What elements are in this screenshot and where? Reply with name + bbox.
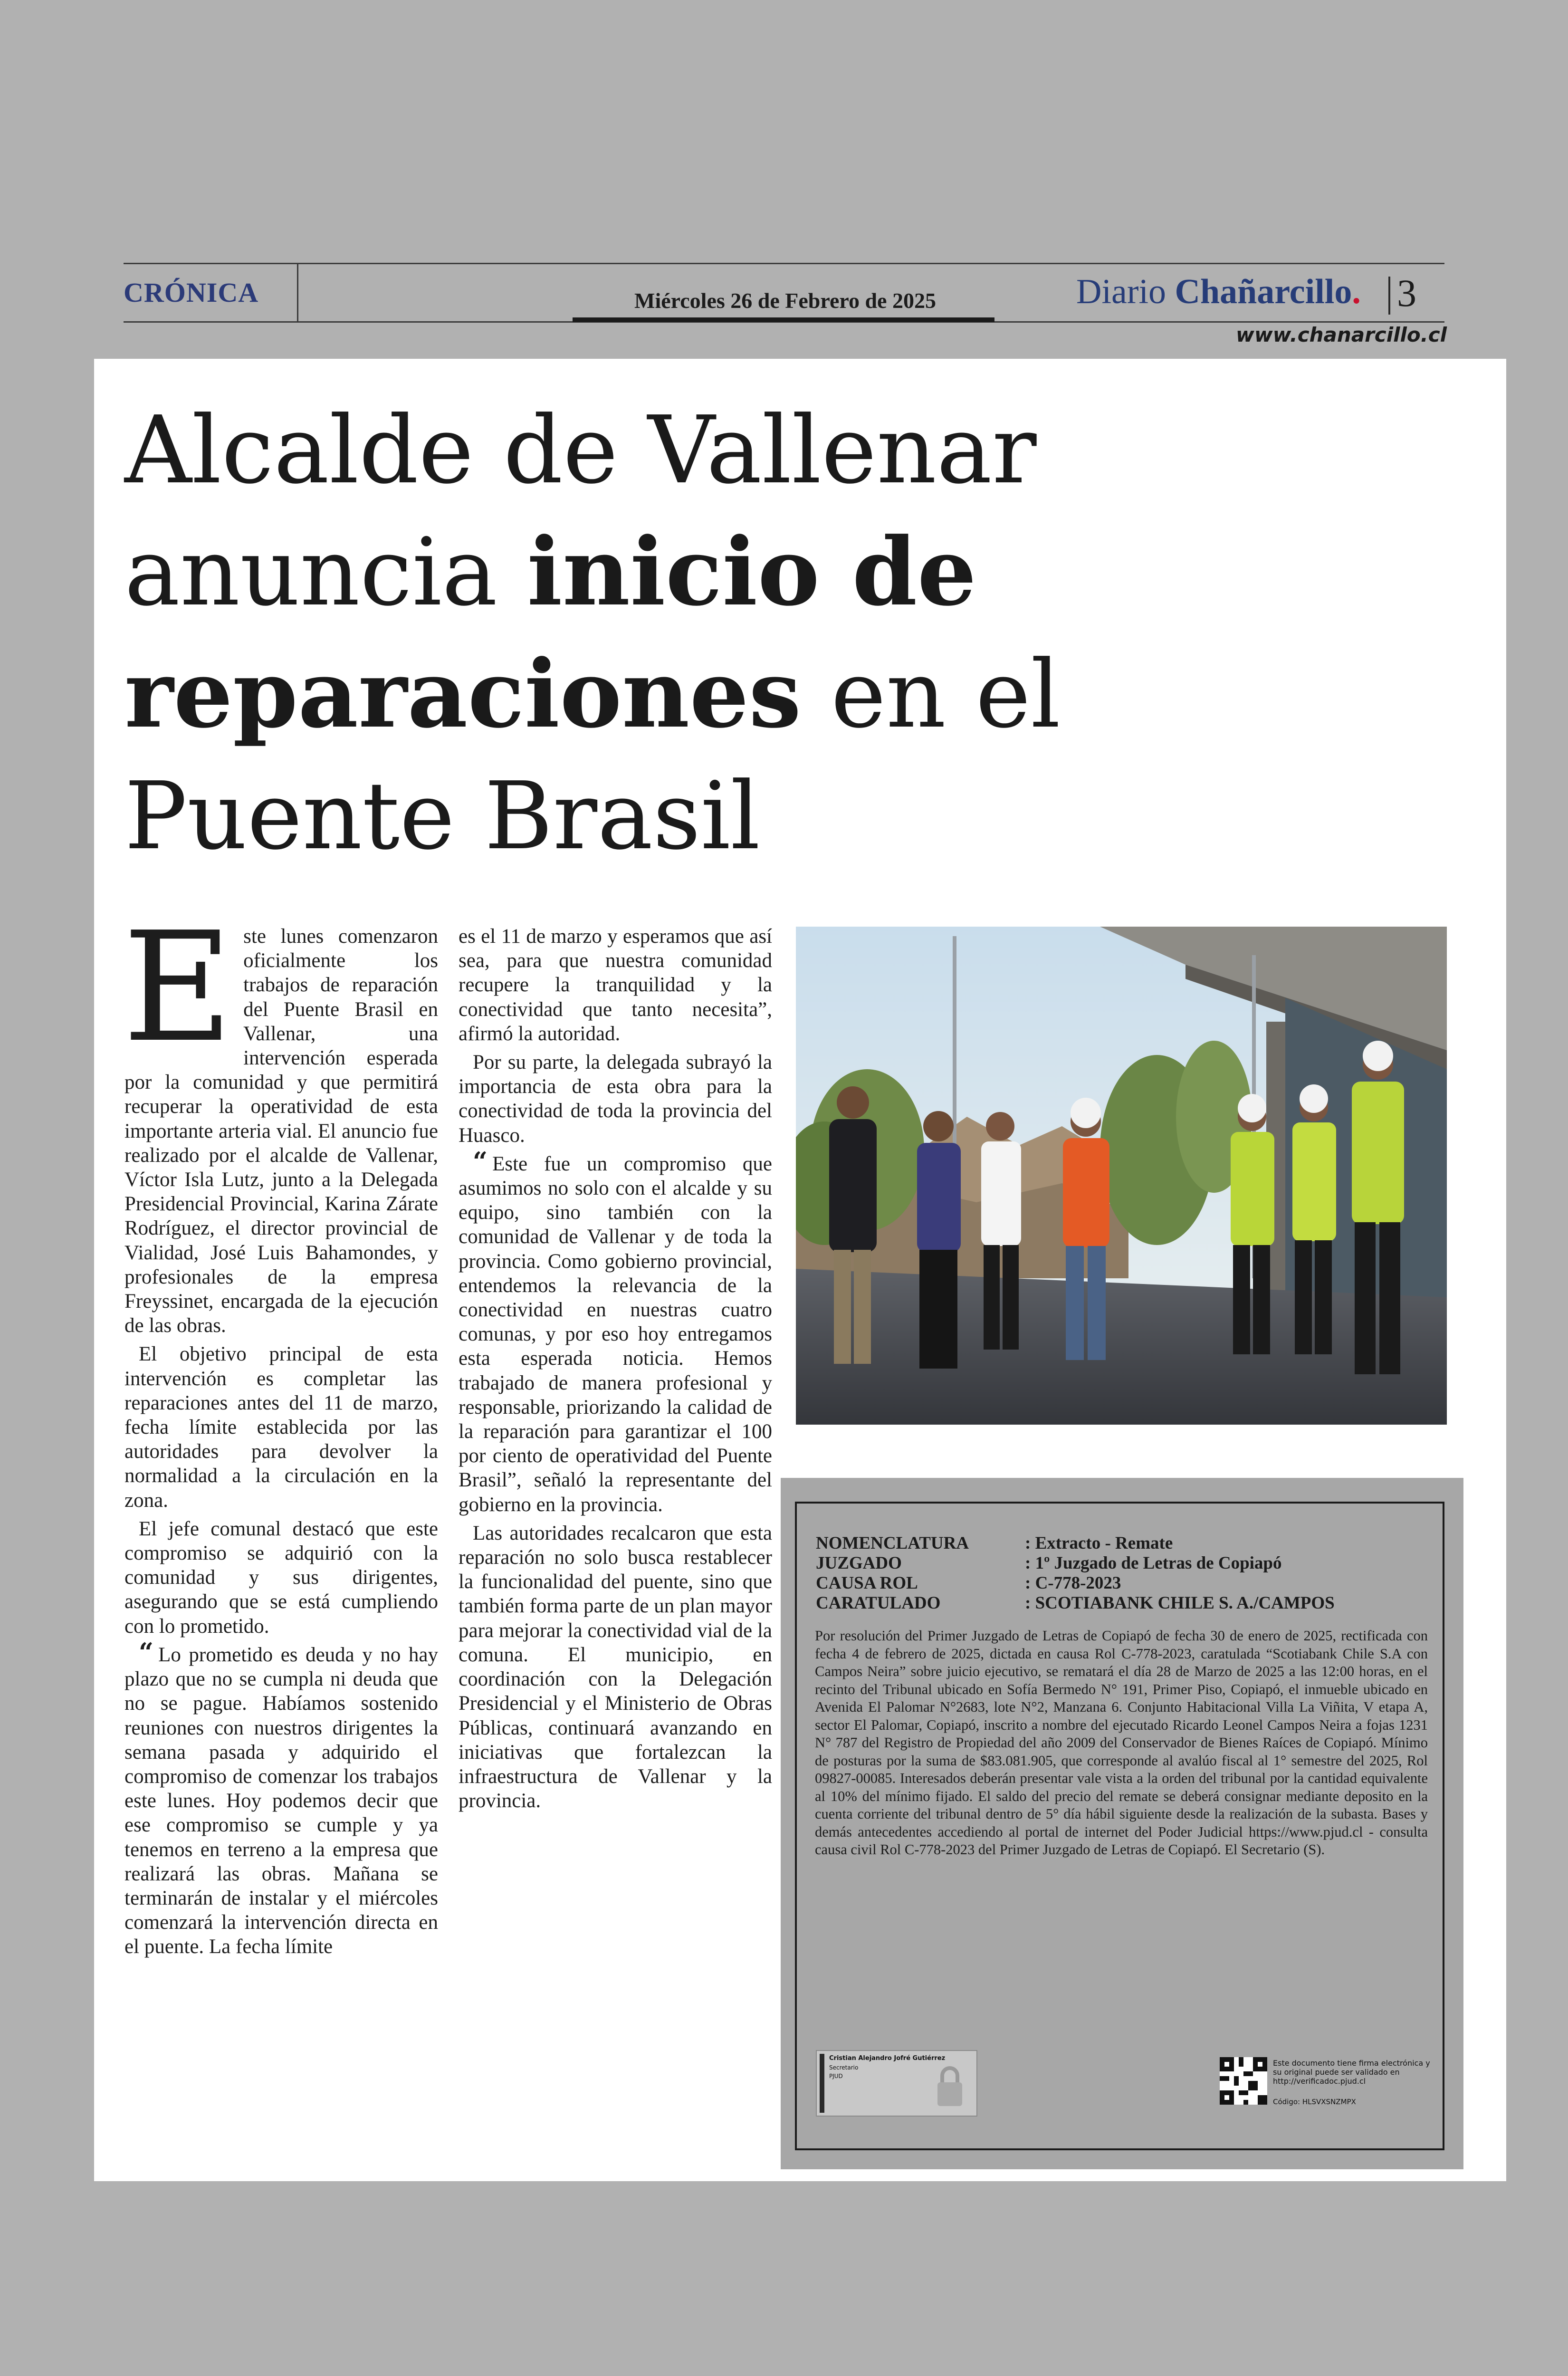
newspaper-brand: [1076, 272, 1361, 312]
brand-separator: [1388, 277, 1390, 315]
notice-value: : Extracto - Remate: [1025, 1533, 1173, 1553]
notice-row: [816, 1553, 1282, 1573]
section-label: CRÓNICA: [124, 277, 259, 308]
headline-line2a: anuncia: [124, 518, 527, 627]
paragraph: Las autoridades recalcaron que esta reparación no solo busca restablecer la funcionalidad del puente, sino que también forma parte de un plan mayor para mejorar la conectividad vial de la comuna. El municipio, en coordinación con la Delegación Presidencial y el Ministerio de Obras Públicas, continuará avanzando en iniciativas que fortalezcan la infraestructura de Vallenar y la provincia.: [459, 1522, 772, 1812]
page-number: 3: [1397, 271, 1416, 315]
qr-verification-code: Código: HLSVXSNZMPX: [1273, 2098, 1356, 2106]
notice-key: NOMENCLATURA: [816, 1533, 969, 1553]
quote-mark-icon: “: [139, 1637, 154, 1667]
headline-line3a: en el: [801, 641, 1061, 749]
website-url: www.chanarcillo.cl: [1236, 323, 1447, 346]
article-column-2: [459, 924, 772, 1817]
signature-name: Cristian Alejandro Jofré Gutiérrez: [829, 2055, 946, 2062]
notice-frame: [795, 1502, 1444, 2150]
headline-line3b: reparaciones: [124, 640, 802, 749]
headline-line1: Alcalde de Vallenar: [124, 396, 1037, 505]
legal-notice: [781, 1478, 1463, 2169]
electronic-signature: [816, 2050, 977, 2117]
header-top-rule: [124, 263, 1444, 264]
paragraph-text: Este fue un compromiso que asumimos no solo con el alcalde y su equipo, sino también con la comunidad de Vallenar y de toda la provincia. Como gobierno provincial, entendemos la relevancia de la conectividad en nuestras cuatro comunas, y por eso hoy entregamos esta esperada noticia. Hemos trabajado de manera profesional y responsable, priorizando la calidad de la reparación para garantizar el 100 por ciento de operatividad del Puente Brasil”, señaló la representante del gobierno en la provincia.: [459, 1152, 772, 1516]
notice-key: CARATULADO: [816, 1593, 941, 1613]
paragraph: es el 11 de marzo y esperamos que así sea, para que nuestra comunidad recupere la tranquilidad y la conectividad que tanto necesita”, afirmó la autoridad.: [459, 925, 772, 1045]
paragraph: [123, 900, 438, 1338]
notice-row: [816, 1593, 1335, 1613]
headline-line2b: inicio de: [527, 517, 977, 627]
notice-value: : 1º Juzgado de Letras de Copiapó: [1025, 1553, 1282, 1573]
article-photo: [796, 927, 1447, 1425]
paragraph: Por su parte, la delegada subrayó la importancia de esta obra para la conectividad de toda la provincia del Huasco.: [459, 1051, 772, 1147]
notice-row: [816, 1533, 1173, 1553]
photo-illustration: [796, 927, 1447, 1425]
issue-date: Miércoles 26 de Febrero de 2025: [634, 288, 936, 313]
qr-verification-text: Este documento tiene firma electrónica y su original puede ser validado en http://verificadoc.pjud.cl: [1273, 2059, 1430, 2086]
notice-value: : C-778-2023: [1025, 1573, 1121, 1593]
article-column-1: [123, 900, 438, 1964]
headline-line4: Puente Brasil: [124, 762, 760, 871]
notice-row: [816, 1573, 1121, 1593]
brand-name: Chañarcillo: [1175, 272, 1352, 311]
signature-role: Secretario: [829, 2064, 859, 2071]
signature-org: PJUD: [829, 2073, 843, 2079]
signature-strip: [820, 2054, 824, 2113]
qr-code-icon: [1220, 2057, 1267, 2105]
date-underline: [573, 317, 994, 322]
notice-key: JUZGADO: [816, 1553, 902, 1573]
quote-paragraph: [459, 1146, 772, 1517]
quote-mark-icon: “: [473, 1146, 488, 1177]
notice-value: : SCOTIABANK CHILE S. A./CAMPOS: [1025, 1593, 1335, 1613]
notice-key: CAUSA ROL: [816, 1573, 918, 1593]
brand-dot: .: [1352, 272, 1361, 311]
paragraph: El jefe comunal destacó que este compromiso se adquirió con la comunidad y sus dirigentes, asegurando que se está cumpliendo con lo prometido.: [124, 1517, 438, 1638]
quote-paragraph: [124, 1637, 438, 1959]
header-divider: [297, 264, 298, 322]
headline: [124, 390, 1265, 877]
drop-cap: E: [123, 900, 233, 1075]
brand-prefix: Diario: [1076, 272, 1166, 311]
notice-body: Por resolución del Primer Juzgado de Letras de Copiapó de fecha 30 de enero de 2025, rectificada con fecha 4 de febrero de 2025, dictada en causa Rol C-778-2023, caratulada “Scotiabank Chile S.A con Campos Neira” sobre juicio ejecutivo, se rematará el día 28 de Marzo de 2025 a las 12:00 horas, en el recinto del Tribunal ubicado en Sofía Bermedo N° 191, Primer Piso, Copiapó, el inmueble ubicado en Avenida El Palomar N°2683, lote N°2, Manzana 6. Conjunto Habitacional Villa La Viñita, V etapa A, sector El Palomar, Copiapó, inscrito a nombre del ejecutado Ricardo Leonel Campos Neira a fojas 1231 N° 787 del Registro de Propiedad del año 2009 del Conservador de Bienes Raíces de Copiapó. Mínimo de posturas por la suma de $83.081.905, que corresponde al avalúo fiscal al 1° semestre del 2025, Rol 09827-00085. Interesados deberán presentar vale vista a la orden del tribunal por la cantidad equivalente al 10% del mínimo fijado. El saldo del precio del remate se deberá consignar mediante deposito en la cuenta corriente del tribunal dentro de 5° día hábil siguiente desde la realización de la subasta. Bases y demás antecedentes accediendo al portal de internet del Poder Judicial https://www.pjud.cl - consulta causa civil Rol C-778-2023 del Primer Juzgado de Letras de Copiapó. El Secretario (S).: [815, 1628, 1428, 1858]
paragraph: El objetivo principal de esta intervención es completar las reparaciones antes del 11 de marzo, fecha límite establecida por las autoridades para devolver la normalidad a la circulación en la zona.: [124, 1343, 438, 1512]
paragraph-text: Lo prometido es deuda y no hay plazo que no se cumpla ni deuda que no se pague. Habíamos sostenido reuniones con nuestros dirigentes la semana pasada y adquirido el compromiso de comenzar los trabajos este lunes. Hoy podemos decir que ese compromiso se cumple y ya tenemos en terreno a la empresa que realizará las obras. Mañana se terminarán de instalar y el miércoles comenzará la intervención directa en el puente. La fecha límite: [124, 1643, 438, 1958]
paragraph-text: ste lunes comenzaron oficialmente los trabajos de reparación del Puente Brasil en Vallenar, una intervención esperada por la comunidad y que permitirá recuperar la operatividad de esta importante arteria vial. El anuncio fue realizado por el alcalde de Vallenar, Víctor Isla Lutz, junto a la Delegada Presidencial Provincial, Karina Zárate Rodríguez, el director provincial de Vialidad, José Luis Bahamondes, y profesionales de la empresa Freyssinet, encargada de la ejecución de las obras.: [124, 925, 438, 1337]
lock-icon: [936, 2061, 964, 2109]
